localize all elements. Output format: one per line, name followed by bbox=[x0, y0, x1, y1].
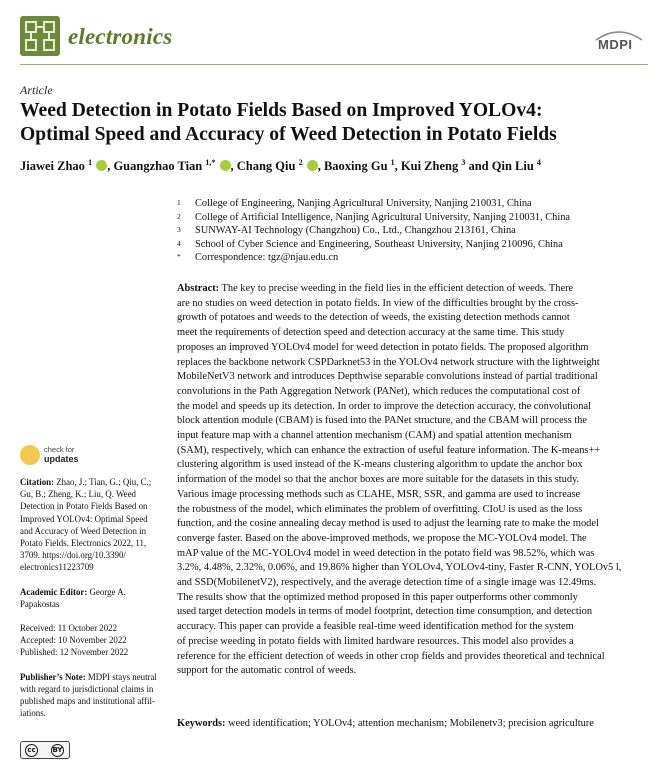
title-line: Weed Detection in Potato Fields Based on Improved YOLOv4: bbox=[20, 100, 543, 121]
note-line: iations. bbox=[20, 708, 46, 719]
publisher-name: MDPI bbox=[598, 37, 633, 52]
abstract-line: mAP value of the MC-YOLOv4 model in weed detection in the potato field was 98.52%, which was bbox=[177, 547, 595, 559]
note-text: MDPI stays neutral bbox=[85, 671, 157, 682]
correspondence-text[interactable]: Correspondence: tgz@njau.edu.cn bbox=[195, 252, 339, 263]
abstract-line: 3.2%, 4.48%, 2.32%, 0.06%, and 19.86% higher than YOLOv4, YOLOv4-tiny, Faster R-CNN, YOLOv5 l, bbox=[177, 562, 622, 574]
date-value: 11 October 2022 bbox=[55, 623, 118, 634]
abstract-line bbox=[177, 282, 653, 297]
author-affiliation-ref: 1 bbox=[390, 158, 395, 167]
check-updates-icon bbox=[20, 445, 40, 465]
author-name[interactable]: Guangzhao Tian bbox=[113, 159, 203, 173]
title-line: Optimal Speed and Accuracy of Weed Detection in Potato Fields bbox=[20, 124, 557, 145]
note-label: Publisher’s Note: bbox=[20, 671, 86, 682]
check-updates-line1: check for bbox=[44, 445, 75, 454]
check-for-updates-button[interactable] bbox=[20, 443, 90, 467]
journal-name: electronics bbox=[68, 24, 173, 49]
abstract bbox=[177, 282, 653, 679]
abstract-line: proposes an improved YOLOv4 model for weed detection in potato fields. The proposed algorithm bbox=[177, 341, 589, 353]
author-name[interactable]: Chang Qiu bbox=[236, 159, 296, 173]
affiliation-number: 4 bbox=[177, 238, 181, 248]
abstract-text: The key to precise weeding in the field lies in the efficient detection of weeds. There bbox=[219, 283, 574, 294]
author-name[interactable]: Qin Liu bbox=[491, 159, 534, 173]
editor-name: George A. bbox=[87, 586, 126, 597]
affiliation-item bbox=[177, 238, 657, 252]
doi-link[interactable]: electronics11223709 bbox=[20, 562, 94, 573]
affiliation-item bbox=[177, 197, 657, 211]
author-name[interactable]: Baoxing Gu bbox=[323, 159, 388, 173]
author-affiliation-ref: 4 bbox=[536, 158, 541, 167]
affiliation-text: School of Cyber Science and Engineering, Southeast University, Nanjing 210096, China bbox=[195, 238, 563, 250]
note-line: with regard to jurisdictional claims in bbox=[20, 683, 154, 694]
abstract-line: information of the model so that the anchor boxes are more suitable for the datasets in this study. bbox=[177, 474, 580, 486]
circuit-logo-icon bbox=[20, 16, 60, 56]
author-name[interactable]: Kui Zheng bbox=[400, 159, 459, 173]
orcid-icon[interactable] bbox=[96, 160, 107, 171]
keywords bbox=[177, 718, 653, 729]
journal-logo bbox=[20, 16, 60, 56]
abstract-line: MobileNetV3 network and introduces Depthwise separable convolutions instead of partial traditional bbox=[177, 371, 598, 383]
accepted-date bbox=[20, 634, 162, 646]
citation-line: Improved YOLOv4: Optimal Speed bbox=[20, 513, 148, 524]
doi-link[interactable]: 3709. https://doi.org/10.3390/ bbox=[20, 550, 126, 561]
date-label: Received: bbox=[20, 623, 56, 634]
abstract-line: are no studies on weed detection in potato fields. In view of the difficulties brought by the cross- bbox=[177, 297, 579, 309]
author-affiliation-ref: 3 bbox=[461, 158, 466, 167]
abstract-line: convolutions in the Path Aggregation Network (PANet), which reduces the computational cost of bbox=[177, 385, 581, 397]
orcid-icon[interactable] bbox=[307, 160, 318, 171]
header-divider bbox=[20, 64, 648, 65]
abstract-line: the robustness of the model, which eliminates the problem of overfitting. CIoU is used as the loss bbox=[177, 503, 583, 515]
abstract-line: meet the requirements of detection speed and detection accuracy at the same time. This study bbox=[177, 327, 565, 339]
affiliation-number: 1 bbox=[177, 198, 181, 207]
cc-icon: cc bbox=[25, 744, 38, 757]
editor-label: Academic Editor: bbox=[20, 586, 88, 597]
abstract-line: and SSD(MobilenetV2), respectively, and the average detection time of a single image was 12.49ms. bbox=[177, 577, 597, 589]
editor-name: Papakostas bbox=[20, 598, 60, 609]
author-list: Jiawei Zhao $^1$ , Guangzhao Tian $^{1,*}$ , Chang Qiu $^2$ , Baoxing Gu $^1$, Kui Zheng $^3$ and Qin Liu $^4$ bbox=[20, 158, 541, 173]
affiliation-text: SUNWAY-AI Technology (Changzhou) Co., Ltd., Changzhou 213161, China bbox=[195, 225, 516, 236]
author-affiliation-ref: 1,* bbox=[205, 158, 216, 167]
by-icon: BY bbox=[51, 744, 64, 757]
affiliation-list bbox=[177, 197, 657, 265]
citation-text: Zhao, J.; Tian, G.; Qiu, C.; bbox=[54, 477, 152, 487]
author-affiliation-ref: 1 bbox=[88, 158, 93, 167]
abstract-line: The results show that the optimized method proposed in this paper outperforms other commonly bbox=[177, 591, 578, 603]
abstract-line: support for the automatic control of weeds. bbox=[177, 665, 357, 677]
abstract-line: Various image processing methods such as CLAHE, MSR, SSR, and gamma are used to increase bbox=[177, 488, 581, 500]
sidebar bbox=[20, 476, 162, 731]
abstract-line: (SAM), respectively, which can enhance the extraction of useful feature information. The K-means++ bbox=[177, 444, 601, 456]
date-value: 12 November 2022 bbox=[57, 647, 129, 658]
affiliation-item bbox=[177, 251, 657, 265]
citation-line: Detection in Potato Fields Based on bbox=[20, 501, 148, 512]
citation-line: Potato Fields. Electronics 2022, 11, bbox=[20, 538, 147, 549]
abstract-line: clustering algorithm is used instead of the K-means clustering algorithm to update the anchor box bbox=[177, 459, 583, 471]
author-name[interactable]: Jiawei Zhao bbox=[20, 159, 85, 173]
published-date bbox=[20, 646, 162, 658]
abstract-line: of precise weeding in potato fields with limited hardware resources. This model also provides a bbox=[177, 635, 574, 647]
affiliation-item bbox=[177, 211, 657, 225]
affiliation-number: * bbox=[177, 252, 181, 261]
check-updates-line2: updates bbox=[44, 454, 79, 464]
received-date bbox=[20, 622, 162, 634]
abstract-line: converge faster. Based on the above-improved methods, we propose the MC-YOLOv4 model. The bbox=[177, 532, 587, 544]
keywords-label: Keywords: bbox=[177, 718, 226, 729]
note-line bbox=[20, 671, 162, 683]
date-label: Accepted: bbox=[20, 635, 56, 646]
citation-label: Citation: bbox=[20, 477, 55, 487]
abstract-line: the model and speeds up its detection. In order to improve the detection accuracy, the convolutional bbox=[177, 400, 591, 412]
abstract-line: used target detection models in terms of model footprint, detection time consumption, and detection bbox=[177, 606, 593, 618]
cc-by-license-badge[interactable] bbox=[20, 741, 70, 759]
abstract-line: input feature map with a channel attention mechanism (CAM) and spatial attention mechanism bbox=[177, 430, 572, 442]
citation-line: Gu, B.; Zheng, K.; Liu, Q. Weed bbox=[20, 489, 136, 500]
keywords-text: weed identification; YOLOv4; attention mechanism; Mobilenetv3; precision agriculture bbox=[225, 718, 594, 729]
abstract-line: accuracy. This paper can provide a feasible real-time weed identification method for the system bbox=[177, 621, 574, 633]
abstract-line: growth of potatoes and weeds to the detection of weeds, the existing detection methods cannot bbox=[177, 312, 570, 324]
affiliation-text: College of Engineering, Nanjing Agricultural University, Nanjing 210031, China bbox=[195, 198, 532, 209]
affiliation-number: 3 bbox=[177, 225, 181, 234]
date-value: 10 November 2022 bbox=[55, 635, 127, 646]
abstract-line: block attention module (CBAM) is fused into the PANet structure, and the CBAM will process the bbox=[177, 415, 587, 427]
abstract-line: replaces the backbone network CSPDarknet53 in the YOLOv4 network structure with the lightweight bbox=[177, 356, 600, 368]
abstract-line: reference for the efficient detection of weeds in other crop fields and provides theoretical and technical bbox=[177, 650, 605, 662]
abstract-line: function, and the cosine annealing decay method is used to adjust the learning rate to make the model bbox=[177, 518, 599, 530]
dates-block bbox=[20, 622, 162, 659]
orcid-icon[interactable] bbox=[220, 160, 231, 171]
citation-line: and Accuracy of Weed Detection in bbox=[20, 525, 147, 536]
citation-block bbox=[20, 476, 162, 574]
affiliation-number: 2 bbox=[177, 211, 181, 221]
note-line: published maps and institutional affil- bbox=[20, 696, 155, 707]
editor-block bbox=[20, 586, 162, 610]
article-title bbox=[20, 99, 660, 147]
date-label: Published: bbox=[20, 647, 58, 658]
citation-line bbox=[20, 476, 162, 488]
editor-line bbox=[20, 586, 162, 598]
affiliation-text: College of Artificial Intelligence, Nanjing Agricultural University, Nanjing 210031, China bbox=[195, 211, 571, 223]
publisher-note-block bbox=[20, 671, 162, 720]
affiliation-item bbox=[177, 224, 657, 238]
author-affiliation-ref: 2 bbox=[298, 158, 303, 167]
abstract-label: Abstract: bbox=[177, 283, 220, 294]
article-type: Article bbox=[20, 83, 53, 97]
